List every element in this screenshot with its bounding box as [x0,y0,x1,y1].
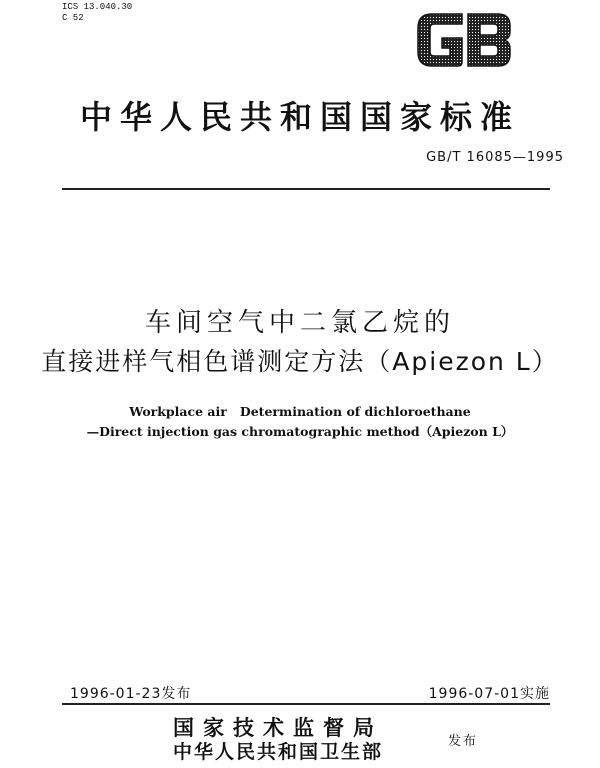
standard-category-title: 中华人民共和国国家标准 [79,98,520,136]
gb-logo [412,8,516,72]
footer-divider [62,703,550,705]
publication-date: 1996-01-23发布 [70,686,192,702]
title-chinese-line-1: 车间空气中二氯乙烷的 [144,308,455,338]
title-english-line-1: Workplace air Determination of dichloroethane [129,404,471,419]
title-chinese-line-2: 直接进样气相色谱测定方法（Apiezon L） [41,347,559,376]
title-english-line-2: —Direct injection gas chromatographic method（Apiezon L） [86,424,514,439]
issuer-org-2: 中华人民共和国卫生部 [172,741,383,763]
ics-code: ICS 13.040.30 [62,2,133,12]
standard-number: GB/T 16085—1995 [426,150,564,165]
classification-code: C 52 [62,13,84,23]
header-divider [62,188,550,190]
issuer-org-1: 国家技术监督局 [173,715,383,740]
release-label: 发布 [448,734,479,749]
implementation-date: 1996-07-01实施 [428,686,550,702]
